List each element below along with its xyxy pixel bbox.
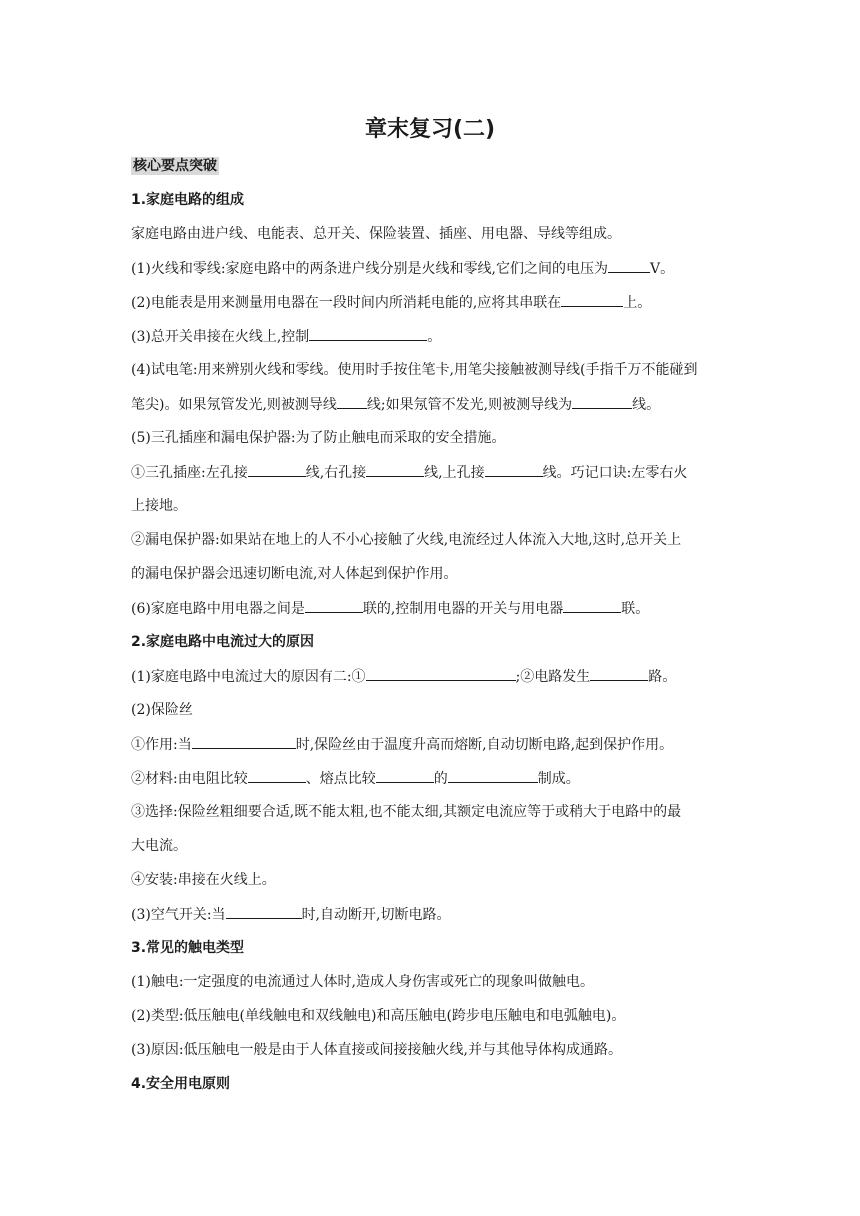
s3-p3: (3)原因:低压触电一般是由于人体直接或间接接触火线,并与其他导体构成通路。 — [131, 1042, 622, 1058]
answer-blank[interactable] — [590, 666, 648, 681]
s2-p2: (2)保险丝 — [131, 702, 193, 718]
answer-blank[interactable] — [305, 598, 363, 613]
section-1-heading: 1.家庭电路的组成 — [131, 192, 245, 208]
answer-blank[interactable] — [226, 904, 302, 919]
s2-p2-2: ②材料:由电阻比较 、熔点比较 的 制成。 — [131, 768, 580, 789]
s3-p1: (1)触电:一定强度的电流通过人体时,造成人身伤害或死亡的现象叫做触电。 — [131, 974, 594, 990]
answer-blank[interactable] — [337, 394, 367, 409]
s1-p5: (5)三孔插座和漏电保护器:为了防止触电而采取的安全措施。 — [131, 430, 506, 446]
s2-p1: (1)家庭电路中电流过大的原因有二:① ;②电路发生 路。 — [131, 666, 676, 687]
page-title: 章末复习(二) — [364, 117, 496, 142]
answer-blank[interactable] — [608, 258, 650, 273]
s2-p2-3-line1: ③选择:保险丝粗细要合适,既不能太粗,也不能太细,其额定电流应等于或稍大于电路中的最 — [131, 804, 682, 820]
s1-p5-2-line1: ②漏电保护器:如果站在地上的人不小心接触了火线,电流经过人体流入大地,这时,总开关上 — [131, 532, 682, 548]
s2-p2-1: ①作用:当 时,保险丝由于温度升高而熔断,自动切断电路,起到保护作用。 — [131, 734, 673, 755]
answer-blank[interactable] — [248, 462, 306, 477]
section-tag-line — [131, 156, 219, 176]
answer-blank[interactable] — [572, 394, 632, 409]
s1-p4-line2: 笔尖)。如果氖管发光,则被测导线 线;如果氖管不发光,则被测导线为 线。 — [131, 394, 660, 415]
s1-p5-2-line2: 的漏电保护器会迅速切断电流,对人体起到保护作用。 — [131, 566, 458, 582]
s1-p6: (6)家庭电路中用电器之间是 联的,控制用电器的开关与用电器 联。 — [131, 598, 649, 619]
section-3-heading: 3.常见的触电类型 — [131, 940, 245, 956]
answer-blank[interactable] — [248, 768, 306, 783]
s2-p3: (3)空气开关:当 时,自动断开,切断电路。 — [131, 904, 450, 925]
answer-blank[interactable] — [563, 598, 621, 613]
s1-p1: (1)火线和零线:家庭电路中的两条进户线分别是火线和零线,它们之间的电压为 V。 — [131, 258, 674, 279]
answer-blank[interactable] — [192, 734, 296, 749]
s3-p2: (2)类型:低压触电(单线触电和双线触电)和高压触电(跨步电压触电和电弧触电)。 — [131, 1008, 626, 1024]
s1-intro: 家庭电路由进户线、电能表、总开关、保险装置、插座、用电器、导线等组成。 — [131, 226, 621, 242]
section-tag: 核心要点突破 — [133, 158, 217, 174]
s1-p5-1-cont: 上接地。 — [131, 498, 187, 514]
s2-p2-4: ④安装:串接在火线上。 — [131, 872, 276, 888]
answer-blank[interactable] — [366, 462, 424, 477]
answer-blank[interactable] — [448, 768, 538, 783]
section-2-heading: 2.家庭电路中电流过大的原因 — [131, 634, 315, 650]
answer-blank[interactable] — [366, 666, 516, 681]
answer-blank[interactable] — [376, 768, 434, 783]
s1-p4-line1: (4)试电笔:用来辨别火线和零线。使用时手按住笔卡,用笔尖接触被测导线(手指千万不能碰到 — [131, 362, 698, 378]
s2-p2-3-line2: 大电流。 — [131, 838, 187, 854]
s1-p5-1: ①三孔插座:左孔接 线,右孔接 线,上孔接 线。巧记口诀:左零右火 — [131, 462, 687, 483]
s1-p3: (3)总开关串接在火线上,控制 。 — [131, 326, 441, 347]
section-4-heading: 4.安全用电原则 — [131, 1076, 231, 1092]
answer-blank[interactable] — [309, 326, 427, 341]
answer-blank[interactable] — [485, 462, 543, 477]
answer-blank[interactable] — [561, 292, 623, 307]
s1-p2: (2)电能表是用来测量用电器在一段时间内所消耗电能的,应将其串联在 上。 — [131, 292, 651, 313]
